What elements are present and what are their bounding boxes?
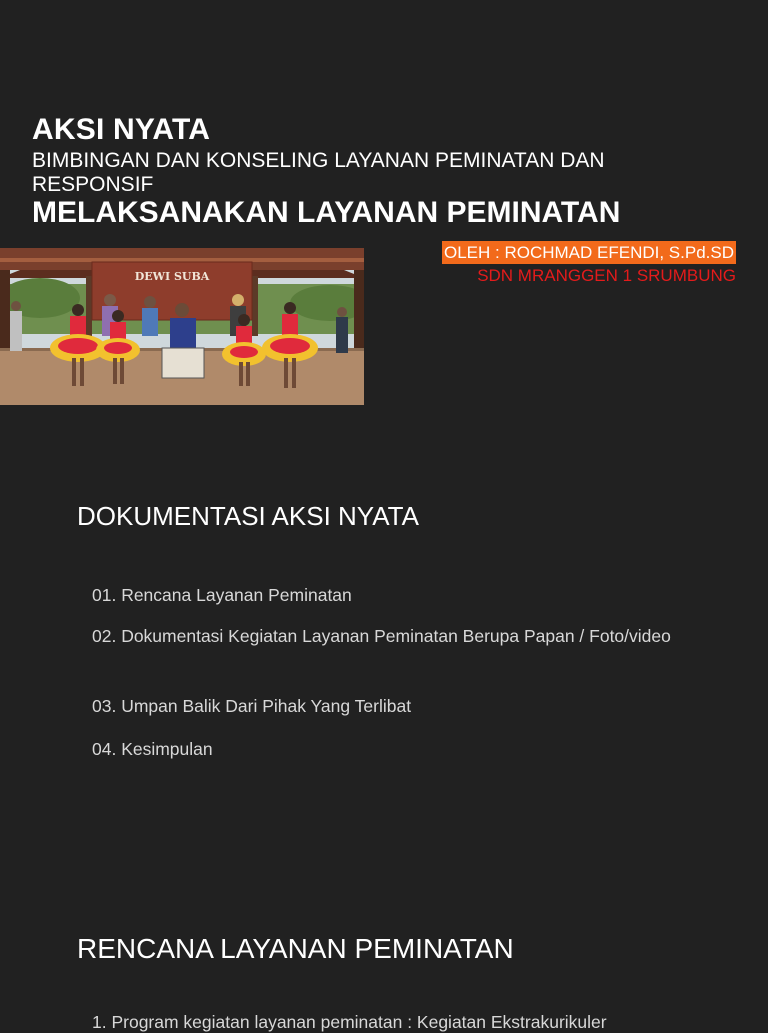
- plan-heading: RENCANA LAYANAN PEMINATAN: [77, 933, 514, 964]
- school-name: SDN MRANGGEN 1 SRUMBUNG: [477, 266, 736, 285]
- photo-sign-text: DEWI SUBA: [134, 270, 210, 283]
- list-item: 01. Rencana Layanan Peminatan: [92, 585, 352, 605]
- list-item: 02. Dokumentasi Kegiatan Layanan Peminatan Berupa Papan / Foto/video: [92, 626, 671, 646]
- author-block: [442, 241, 736, 287]
- author-name: OLEH : ROCHMAD EFENDI, S.Pd.SD: [444, 243, 734, 262]
- page-title: AKSI NYATA: [32, 113, 211, 146]
- slide-heading: MELAKSANAKAN LAYANAN PEMINATAN: [32, 196, 621, 229]
- page-subtitle: BIMBINGAN DAN KONSELING LAYANAN PEMINATAN DAN RESPONSIF: [32, 149, 605, 196]
- group-photo: [0, 248, 364, 405]
- list-item: 04. Kesimpulan: [92, 739, 213, 759]
- list-item: 1. Program kegiatan layanan peminatan : Kegiatan Ekstrakurikuler: [92, 1012, 607, 1032]
- list-item: 03. Umpan Balik Dari Pihak Yang Terlibat: [92, 696, 412, 716]
- documentation-heading: DOKUMENTASI AKSI NYATA: [77, 501, 419, 531]
